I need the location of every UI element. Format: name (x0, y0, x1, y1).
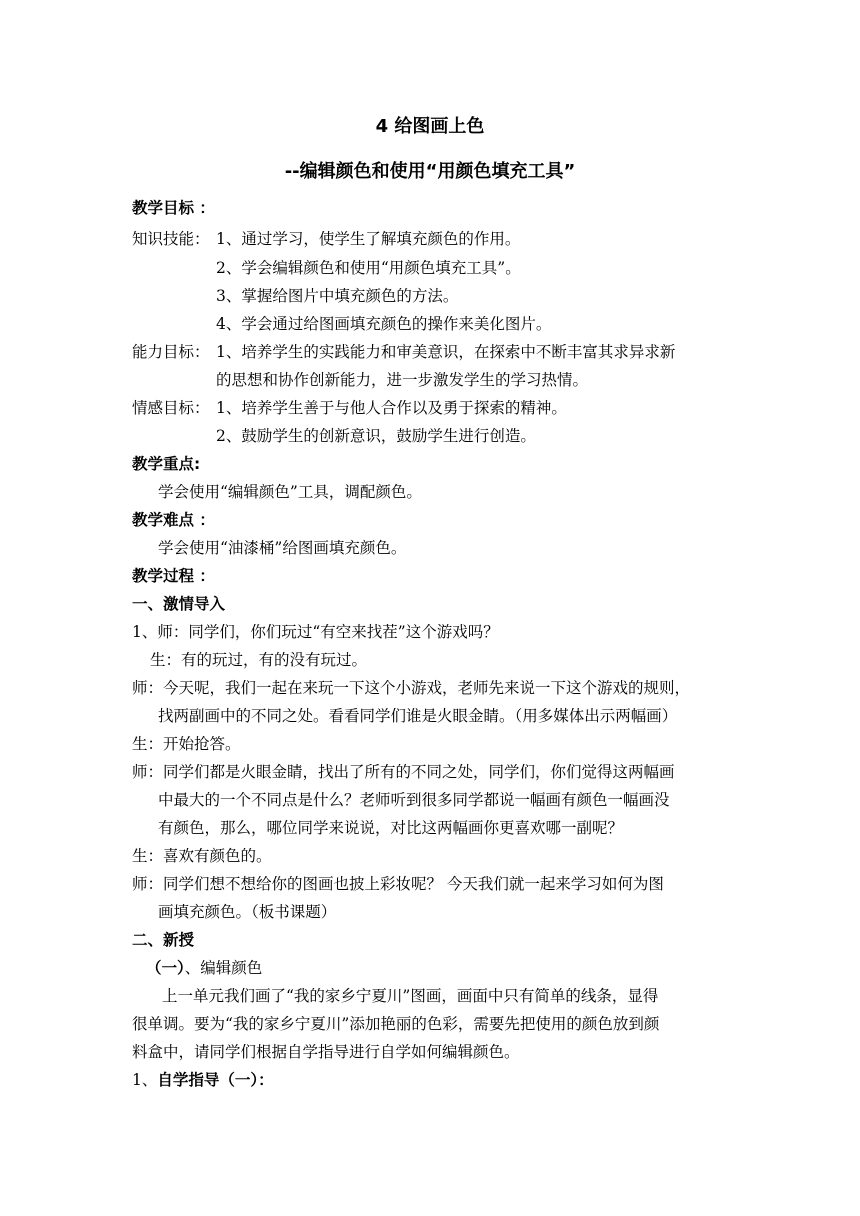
dialogue-line: 生：有的玩过，有的没有玩过。 (150, 651, 368, 669)
subsection-number: （一） (146, 959, 185, 977)
guide-heading (132, 1070, 274, 1090)
emotion-item: 2、鼓励学生的创新意识，鼓励学生进行创造。 (216, 427, 536, 445)
document-subtitle: --编辑颜色和使用“用颜色填充工具” (284, 161, 576, 182)
dialogue-line: 师：今天呢，我们一起在来玩一下这个小游戏，老师先来说一下这个游戏的规则， (132, 679, 691, 697)
difficulties-text: 学会使用“油漆桶”给图画填充颜色。 (158, 539, 407, 557)
section1-heading: 一、激情导入 (132, 595, 226, 613)
dialogue-line: 生：喜欢有颜色的。 (132, 847, 272, 865)
subsection-heading (146, 958, 262, 978)
dialogue-line: 中最大的一个不同点是什么？老师听到很多同学都说一幅画有颜色一幅画没 (158, 791, 670, 809)
paragraph-line: 很单调。要为“我的家乡宁夏川”添加艳丽的色彩，需要先把使用的颜色放到颜 (132, 1015, 660, 1033)
guide-title: 自学指导（一）： (157, 1071, 274, 1089)
subsection-title: 、编辑颜色 (184, 959, 263, 977)
ability-line: 的思想和协作创新能力，进一步激发学生的学习热情。 (216, 371, 589, 389)
difficulties-heading: 教学难点 ： (132, 511, 215, 529)
dialogue-line: 师：同学们都是火眼金睛，找出了所有的不同之处，同学们，你们觉得这两幅画 (132, 763, 675, 781)
dialogue-line: 画填充颜色。（板书课题） (158, 903, 337, 921)
ability-line: 1、培养学生的实践能力和审美意识，在探索中不断丰富其求异求新 (216, 343, 676, 361)
dialogue-line: 找两副画中的不同之处。看看同学们谁是火眼金睛。（用多媒体出示两幅画） (158, 707, 678, 725)
key-points-heading: 教学重点: (132, 455, 201, 473)
key-points-text: 学会使用“编辑颜色”工具，调配颜色。 (158, 483, 422, 501)
knowledge-item: 2、学会编辑颜色和使用“用颜色填充工具”。 (216, 259, 521, 277)
dialogue-line: 1、师：同学们，你们玩过“有空来找茬”这个游戏吗？ (132, 623, 499, 641)
dialogue-line: 师：同学们想不想给你的图画也披上彩妆呢？ 今天我们就一起来学习如何为图 (132, 875, 664, 893)
section2-heading: 二、新授 (132, 931, 195, 949)
dialogue-line: 生：开始抢答。 (132, 735, 241, 753)
dialogue-line: 有颜色，那么，哪位同学来说说，对比这两幅画你更喜欢哪一副呢？ (158, 819, 624, 837)
paragraph-line: 料盒中，请同学们根据自学指导进行自学如何编辑颜色。 (132, 1043, 520, 1061)
ability-label: 能力目标： (132, 343, 210, 361)
knowledge-item: 4、学会通过给图画填充颜色的操作来美化图片。 (216, 315, 552, 333)
emotion-item: 1、培养学生善于与他人合作以及勇于探索的精神。 (216, 399, 567, 417)
document-title: 4 给图画上色 (375, 116, 485, 137)
objectives-heading: 教学目标 ： (132, 199, 215, 217)
guide-number: 1、 (132, 1071, 158, 1089)
knowledge-item: 3、掌握给图片中填充颜色的方法。 (216, 287, 459, 305)
emotion-label: 情感目标： (132, 399, 210, 417)
knowledge-label: 知识技能： (132, 230, 210, 248)
paragraph-line: 上一单元我们画了“我的家乡宁夏川”图画，画面中只有简单的线条，显得 (162, 987, 659, 1005)
knowledge-item: 1、通过学习，使学生了解填充颜色的作用。 (216, 230, 521, 248)
process-heading: 教学过程 ： (132, 567, 215, 585)
